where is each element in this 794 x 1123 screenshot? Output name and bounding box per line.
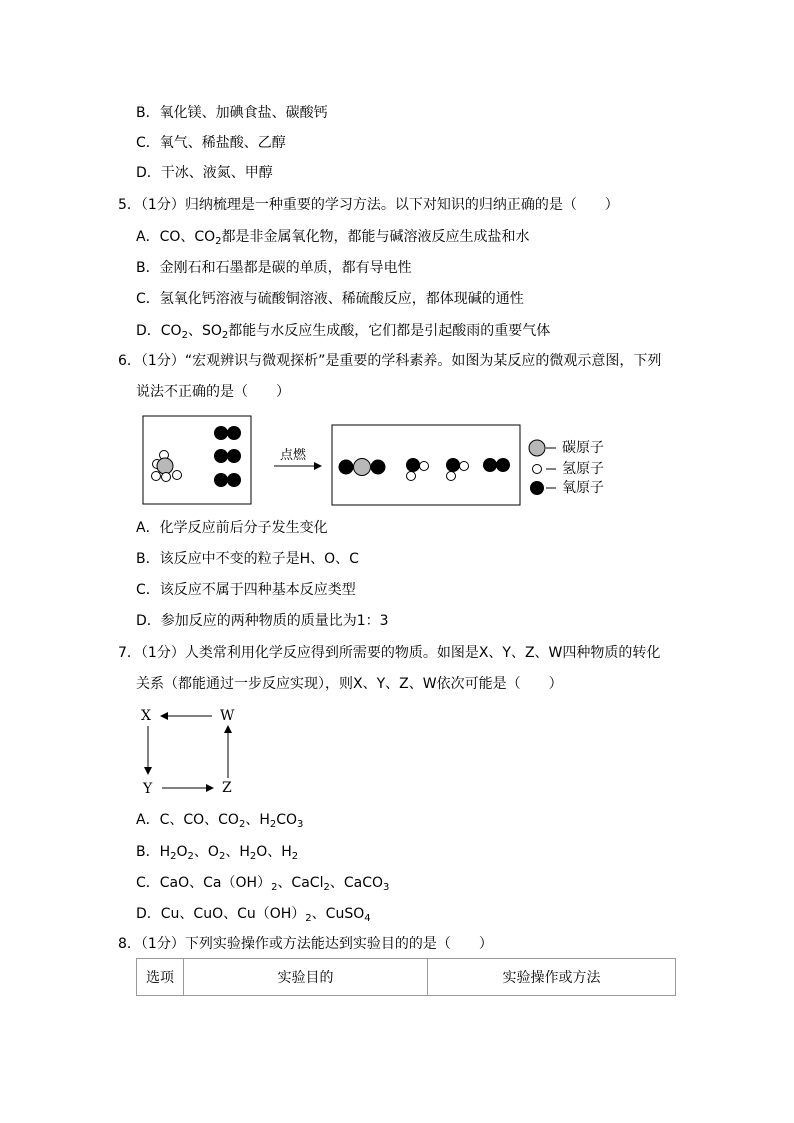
q5-option-a: A．CO、$CO_2$都是非金属氧化物，都能与碱溶液反应生成盐和水 <box>136 229 530 247</box>
q7-stem-line2: 关系（都能通过一步反应实现），则X、Y、Z、W依次可能是（ ） <box>136 676 563 692</box>
q6-option-b: B．该反应中不变的粒子是H、O、C <box>136 551 359 567</box>
q8-table <box>136 958 676 996</box>
oxygen-molecules <box>214 426 241 487</box>
carbon-dioxide-molecule <box>339 459 386 476</box>
water-molecule-2 <box>446 458 469 481</box>
table-header-row <box>137 959 676 996</box>
legend-oxygen-icon <box>530 481 544 495</box>
legend-carbon-label: 碳原子 <box>562 440 604 456</box>
node-x: X <box>141 708 151 724</box>
q6-option-a: A．化学反应前后分子发生变化 <box>136 520 328 536</box>
q6-option-c: C．该反应不属于四种基本反应类型 <box>136 582 356 598</box>
q4-option-d: D．干冰、液氮、甲醇 <box>136 165 273 181</box>
legend-carbon-icon <box>529 440 545 456</box>
q5-option-c: C．氢氧化钙溶液与硫酸铜溶液、稀硫酸反应，都体现碱的通性 <box>136 291 524 307</box>
legend-oxygen-label: 氧原子 <box>562 480 604 496</box>
methane-molecule <box>152 451 182 482</box>
q7-option-a: A．C、CO、$CO_2$、$H_2CO_3$ <box>136 812 304 830</box>
q7-option-d: D．Cu、CuO、$Cu(OH)_2$、CuSO$_4$ <box>136 906 371 924</box>
q7-stem-line1: 7．（1分）人类常利用化学反应得到所需要的物质。如图是X、Y、Z、W四种物质的转化 <box>118 645 661 661</box>
header-option: 选项 <box>137 959 184 996</box>
arrow-label-ignite: 点燃 <box>280 448 307 463</box>
q7-option-c: C．CaO、$Ca(OH)_2$、CaCl$_2$、CaCO$_3$ <box>136 875 390 893</box>
header-method: 实验操作或方法 <box>428 959 676 996</box>
q5-stem: 5．（1分）归纳梳理是一种重要的学习方法。以下对知识的归纳正确的是（ ） <box>118 197 619 213</box>
node-y: Y <box>143 781 153 797</box>
q5-option-b: B．金刚石和石墨都是碳的单质，都有导电性 <box>136 260 412 276</box>
water-molecule-1 <box>406 458 429 481</box>
node-z: Z <box>222 780 232 796</box>
legend-hydrogen-label: 氢原子 <box>562 461 604 477</box>
q4-option-c: C．氧气、稀盐酸、乙醇 <box>136 135 286 151</box>
q5-option-d: D．$CO_2$、$SO_2$都能与水反应生成酸，它们都是引起酸雨的重要气体 <box>136 323 551 341</box>
legend-hydrogen-icon <box>533 465 542 474</box>
q6-stem-line2: 说法不正确的是（ ） <box>136 384 290 400</box>
q6-option-d: D．参加反应的两种物质的质量比为1：3 <box>136 613 389 629</box>
q7-option-b: B．$H_2O_2$、$O_2$、$H_2O$、$H_2$ <box>136 844 299 862</box>
q6-stem-line1: 6．（1分）“宏观辨识与微观探析”是重要的学科素养。如图为某反应的微观示意图，下列 <box>118 353 662 369</box>
node-w: W <box>220 708 235 724</box>
header-purpose: 实验目的 <box>184 959 428 996</box>
q4-option-b: B．氧化镁、加碘食盐、碳酸钙 <box>136 105 328 121</box>
reaction-micro-diagram <box>130 410 630 510</box>
oxygen-molecule-product <box>483 458 510 472</box>
q8-stem: 8．（1分）下列实验操作或方法能达到实验目的的是（ ） <box>118 936 493 952</box>
